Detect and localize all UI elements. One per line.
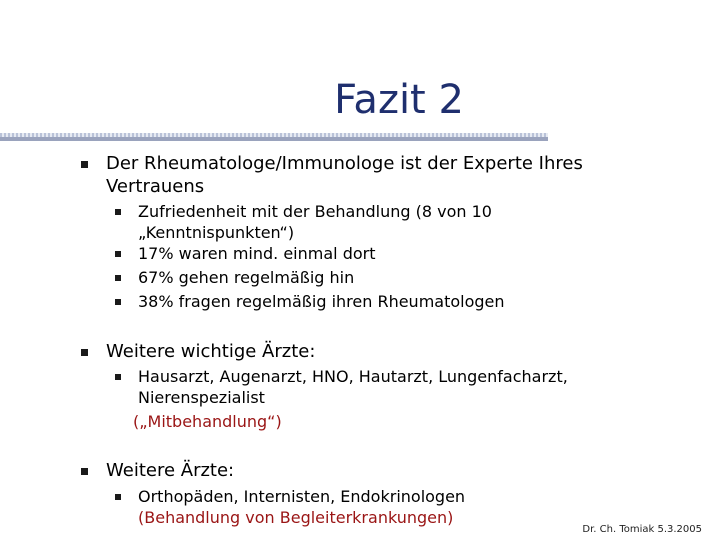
bullet-square-icon [115,299,121,305]
bullet-square-icon [115,209,121,215]
bullet-square-icon [115,374,121,380]
bullet-square-icon [115,494,121,500]
section-3-item-1: Orthopäden, Internisten, Endokrinologen [138,487,466,506]
footer-credit: Dr. Ch. Tomiak 5.3.2005 [582,524,702,535]
section-2-text: Weitere wichtige Ärzte: [106,341,316,362]
bullet-square-icon [115,251,121,257]
section-1-text: Der Rheumatologe/Immunologe ist der Experte Ihres Vertrauens [106,153,583,197]
slide-title: Fazit 2 [334,77,464,123]
section-3-text: Weitere Ärzte: [106,460,235,481]
section-2-note: („Mitbehandlung“) [133,412,282,431]
section-1-item-4: 38% fragen regelmäßig ihren Rheumatologen [138,292,505,311]
bullet-square-icon [81,161,88,168]
bullet-square-icon [115,275,121,281]
section-1-item-2: 17% waren mind. einmal dort [138,244,376,263]
section-3-note: (Behandlung von Begleiterkrankungen) [138,508,454,527]
bullet-square-icon [81,349,88,356]
section-2-item-1: Hausarzt, Augenarzt, HNO, Hautarzt, Lungenfacharzt, Nierenspezialist [138,367,568,407]
bullet-square-icon [81,468,88,475]
section-1-item-3: 67% gehen regelmäßig hin [138,268,355,287]
section-1-item-1: Zufriedenheit mit der Behandlung (8 von 10 „Kenntnispunkten“) [138,202,492,242]
title-underline [0,133,548,141]
